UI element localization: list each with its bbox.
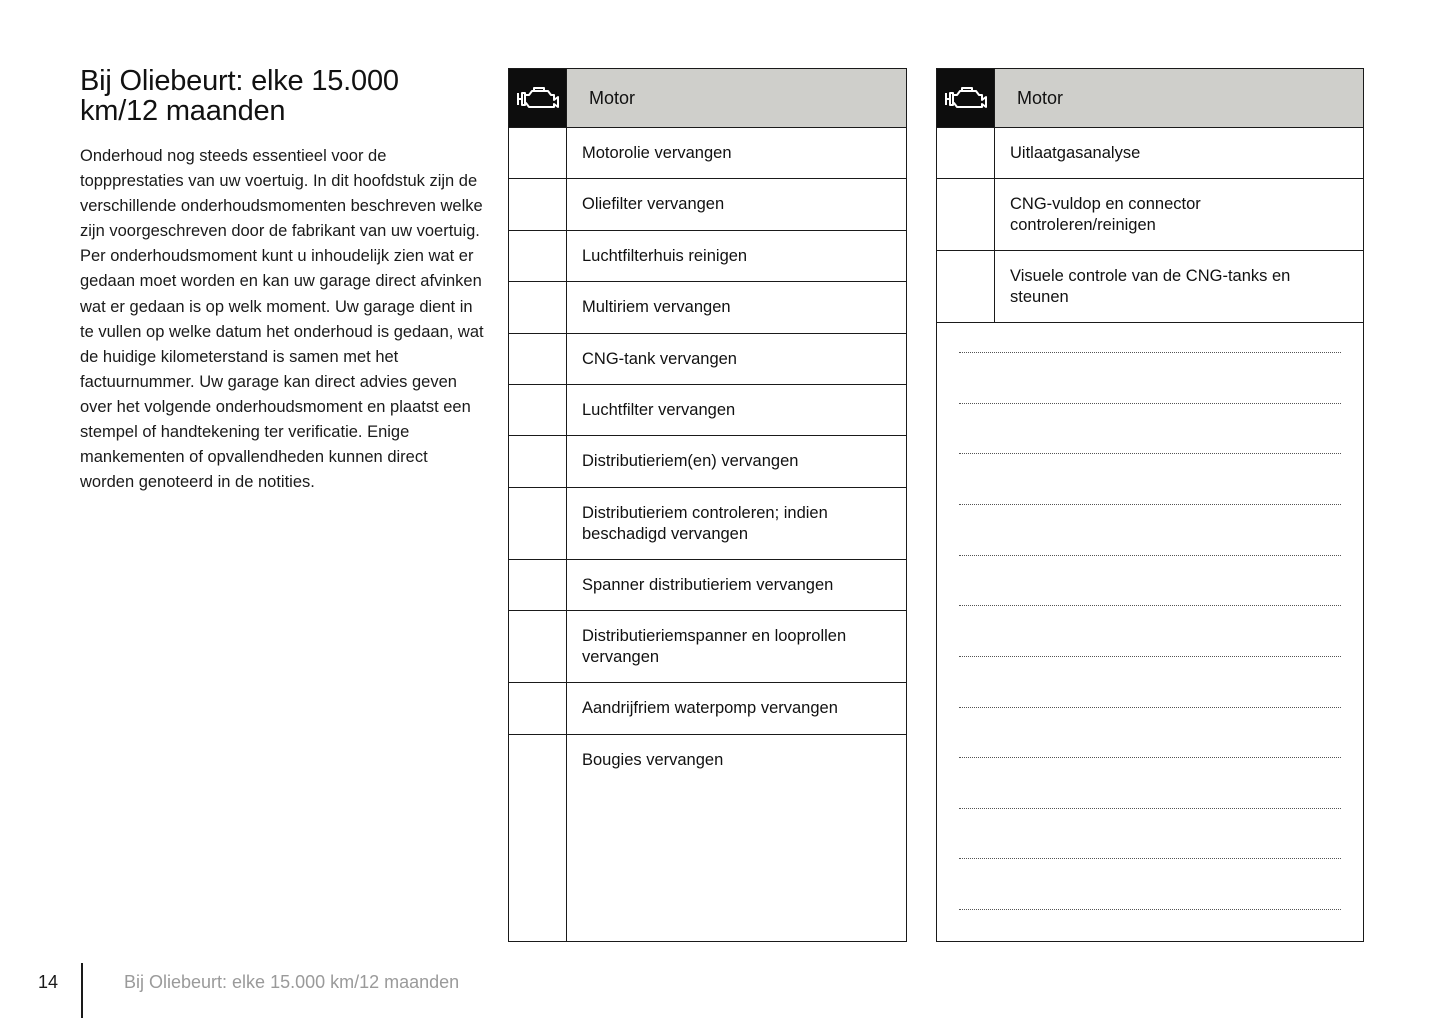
footer-divider xyxy=(81,963,83,1018)
table-row[interactable] xyxy=(509,128,906,179)
engine-icon xyxy=(509,69,566,127)
maintenance-table-left xyxy=(508,68,907,942)
table-header xyxy=(937,69,1363,128)
maintenance-table-right xyxy=(936,68,1364,942)
table-row[interactable] xyxy=(937,251,1363,323)
item-label: Aandrijfriem waterpomp vervangen xyxy=(582,699,838,718)
item-label: Distributieriem controleren; indien beschadigd vervangen xyxy=(582,503,828,543)
note-line[interactable] xyxy=(959,605,1341,606)
note-line[interactable] xyxy=(959,757,1341,758)
note-line[interactable] xyxy=(959,453,1341,454)
item-label: Distributieriem(en) vervangen xyxy=(582,452,799,471)
item-label: Motorolie vervangen xyxy=(582,144,732,162)
item-label: Multiriem vervangen xyxy=(582,298,731,317)
item-label: Oliefilter vervangen xyxy=(582,195,725,214)
table-row[interactable] xyxy=(937,128,1363,179)
table-row[interactable] xyxy=(509,683,906,734)
item-label: Visuele controle van de CNG-tanks en steunen xyxy=(1010,267,1291,307)
item-label: CNG-vuldop en connector controleren/reinigen xyxy=(1010,195,1201,235)
item-label: Distributieriemspanner en looprollen vervangen xyxy=(582,627,847,667)
item-label: Luchtfilter vervangen xyxy=(582,400,736,419)
table-row[interactable] xyxy=(509,385,906,436)
item-label: Luchtfilterhuis reinigen xyxy=(582,246,748,265)
table-header xyxy=(509,69,906,128)
item-label: Uitlaatgasanalyse xyxy=(1010,144,1141,162)
table-header-label: Motor xyxy=(994,69,1363,127)
note-line[interactable] xyxy=(959,707,1341,708)
table-row[interactable] xyxy=(509,735,906,771)
table-row[interactable] xyxy=(509,611,906,683)
engine-icon xyxy=(937,69,994,127)
item-label: CNG-tank vervangen xyxy=(582,349,737,368)
note-line[interactable] xyxy=(959,352,1341,353)
table-row[interactable] xyxy=(509,282,906,333)
note-line[interactable] xyxy=(959,656,1341,657)
note-line[interactable] xyxy=(959,403,1341,404)
table-row[interactable] xyxy=(509,231,906,282)
table-row[interactable] xyxy=(509,179,906,230)
note-line[interactable] xyxy=(959,858,1341,859)
note-line[interactable] xyxy=(959,504,1341,505)
intro-paragraph: Onderhoud nog steeds essentieel voor de toppprestaties van uw voertuig. In dit hoofdstuk zijn de verschillende onderhoudsmomenten beschreven welke zijn voorgeschreven door de fabrikant van uw voertuig. Per onderhoudsmoment kunt u inhoudelijk zien wat er gedaan moet worden en kan uw garage direct afvinken wat er gedaan is op welk moment. Uw garage dient in te vullen op welke datum het onderhoud is gedaan, wat de huidige kilometerstand is samen met het factuurnummer. Uw garage kan direct advies geven over het volgende onderhoudsmoment en plaatst een stempel of handtekening ter verificatie. Enige mankementen of opvallendheden kunnen direct worden genoteerd in de notities. xyxy=(80,147,484,492)
table-row[interactable] xyxy=(509,560,906,611)
note-line[interactable] xyxy=(959,555,1341,556)
table-row[interactable] xyxy=(509,436,906,487)
item-label: Spanner distributieriem vervangen xyxy=(582,575,834,594)
table-row[interactable] xyxy=(509,334,906,385)
table-row[interactable] xyxy=(509,488,906,560)
running-title: Bij Oliebeurt: elke 15.000 km/12 maanden xyxy=(124,972,460,992)
note-line[interactable] xyxy=(959,909,1341,910)
note-line[interactable] xyxy=(959,808,1341,809)
page-number: 14 xyxy=(38,972,59,992)
item-label: Bougies vervangen xyxy=(582,750,724,769)
table-header-label: Motor xyxy=(566,69,906,127)
page-title: Bij Oliebeurt: elke 15.000 km/12 maanden xyxy=(80,65,399,127)
table-row[interactable] xyxy=(937,179,1363,251)
